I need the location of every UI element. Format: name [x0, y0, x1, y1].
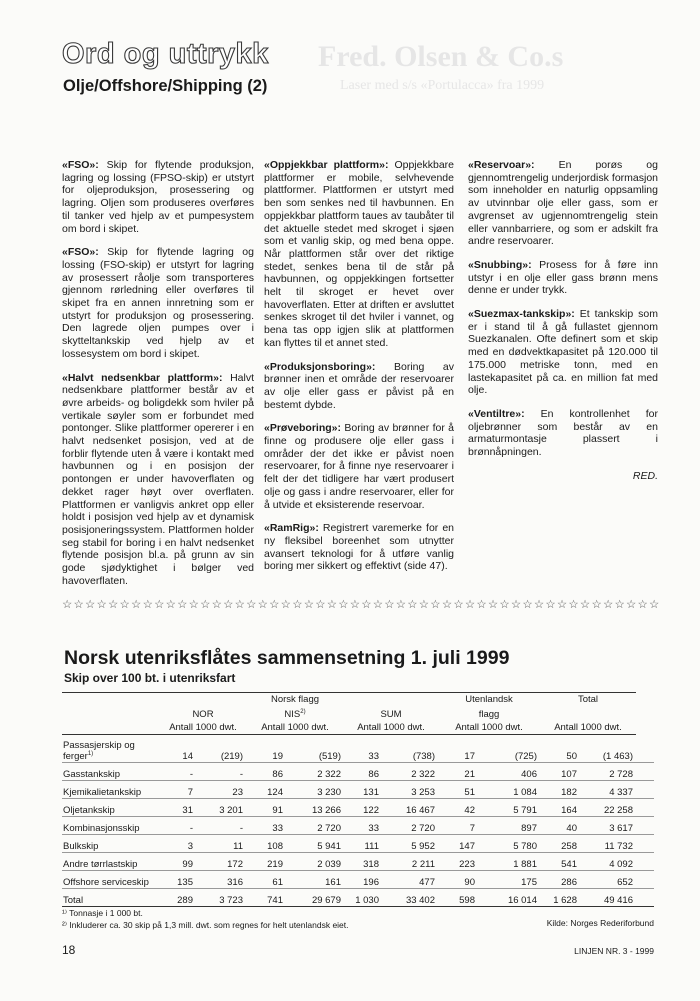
table-cell: 42	[438, 799, 478, 817]
glossary-entry	[62, 159, 254, 235]
header-sum: SUM	[380, 709, 402, 721]
table-cell: 2 720	[382, 817, 438, 835]
glossary-entry	[264, 422, 454, 511]
footnote-1: ¹⁾ Tonnasje i 1 000 bt.	[62, 908, 143, 918]
glossary-term: «Oppjekkbar plattform»:	[264, 159, 389, 171]
table-cell: 598	[438, 889, 478, 907]
table-cell: 107	[540, 763, 580, 781]
table-cell: 541	[540, 853, 580, 871]
table-cell: 19	[246, 735, 286, 763]
page-subtitle: Olje/Offshore/Shipping (2)	[63, 77, 268, 95]
table-cell: 16 467	[382, 799, 438, 817]
table-cell: 286	[540, 871, 580, 889]
table-cell: 3 617	[580, 817, 636, 835]
table-cell: 91	[246, 799, 286, 817]
table-cell: (219)	[196, 735, 246, 763]
table-cell: 652	[580, 871, 636, 889]
table-cell: 61	[246, 871, 286, 889]
table-cell: 13 266	[286, 799, 344, 817]
table-cell: 33	[344, 735, 382, 763]
table-cell: 289	[160, 889, 196, 907]
table-cell: 23	[196, 781, 246, 799]
footnote-2: ²⁾ Inkluderer ca. 30 skip på 1,3 mill. dwt. som regnes for helt utenlandsk eiet.	[62, 920, 349, 930]
table-cell: 182	[540, 781, 580, 799]
table-cell: 1 084	[478, 781, 540, 799]
table-cell: 1 628	[540, 889, 580, 907]
fleet-table	[62, 692, 654, 907]
table-cell: 223	[438, 853, 478, 871]
table-cell: 5 941	[286, 835, 344, 853]
table-cell: 3 253	[382, 781, 438, 799]
unit-label: Antall 1000 dwt.	[438, 721, 540, 735]
table-cell: 5 952	[382, 835, 438, 853]
table-cell: 3	[160, 835, 196, 853]
table-cell: 135	[160, 871, 196, 889]
glossary-entry	[468, 308, 658, 397]
table-cell: 33	[246, 817, 286, 835]
table-cell: (725)	[478, 735, 540, 763]
table-cell: 49 416	[580, 889, 636, 907]
table-cell: 258	[540, 835, 580, 853]
signature: RED.	[632, 469, 658, 482]
table-cell: 11	[196, 835, 246, 853]
table-cell: 164	[540, 799, 580, 817]
glossary-entry	[264, 361, 454, 412]
header-foreign-flag-2: flagg	[478, 709, 500, 721]
table-cell: (519)	[286, 735, 344, 763]
table-total-row	[62, 889, 654, 907]
table-cell: 40	[540, 817, 580, 835]
text-column-middle	[264, 159, 454, 584]
table-cell: 3 201	[196, 799, 246, 817]
table-cell: 161	[286, 871, 344, 889]
table-cell: 897	[478, 817, 540, 835]
text-column-left	[62, 159, 254, 599]
glossary-definition: Boring av brønner for å finne og produsere olje eller gass i områder der det ikke er påvist noen reservoarer, for å finne nye reservoarer i felt der det tidligere har vært produsert olje og gass i andre reservoarer, eller for å utvide et eksisterende reservoar.	[264, 422, 454, 511]
glossary-term: «FSO»:	[62, 159, 99, 171]
row-label: Offshore serviceskip	[62, 871, 160, 889]
table-cell: (1 463)	[580, 735, 636, 763]
glossary-term: «Ventiltre»:	[468, 407, 525, 420]
page-number: 18	[62, 943, 76, 957]
table-row	[62, 799, 654, 817]
table-source: Kilde: Norges Rederiforbund	[546, 918, 654, 928]
table-cell: 4 337	[580, 781, 636, 799]
table-row	[62, 835, 654, 853]
table-cell: 11 732	[580, 835, 636, 853]
table-row	[62, 781, 654, 799]
table-row	[62, 763, 654, 781]
table-cell: -	[160, 817, 196, 835]
star-divider: ☆☆☆☆☆☆☆☆☆☆☆☆☆☆☆☆☆☆☆☆☆☆☆☆☆☆☆☆☆☆☆☆☆☆☆☆☆☆☆☆☆☆☆☆☆☆☆☆☆☆☆☆	[62, 599, 661, 611]
table-cell: 33 402	[382, 889, 438, 907]
table-cell: 108	[246, 835, 286, 853]
glossary-entry	[468, 159, 658, 248]
table-cell: 7	[438, 817, 478, 835]
text-column-right	[468, 159, 658, 493]
table-cell: 406	[478, 763, 540, 781]
glossary-definition: En kontrollenhet for oljebrønner som består av en armaturmontasje plassert i brønnåpningen.	[468, 407, 658, 459]
glossary-term: «Snubbing»:	[468, 258, 532, 271]
table-cell: 175	[478, 871, 540, 889]
table-cell: -	[160, 763, 196, 781]
table-cell: 21	[438, 763, 478, 781]
background-ghost-text: Fred. Olsen & Co.s	[318, 40, 564, 73]
glossary-entry	[468, 259, 658, 297]
unit-label: Antall 1000 dwt.	[160, 721, 246, 735]
table-cell: 86	[246, 763, 286, 781]
glossary-term: «RamRig»:	[264, 522, 319, 535]
table-cell: 14	[160, 735, 196, 763]
row-label: Oljetankskip	[62, 799, 160, 817]
header-nis: NIS$^{2)}$	[284, 709, 306, 721]
glossary-definition: Et tankskip som er i stand til å gå fullastet gjennom Suezkanalen. Ofte definert som et skip med en dødvektkapasitet på 120.000 til 175.000 metriske tonn, med en lastekapasitet på ca. en million fat med olje.	[468, 308, 658, 397]
table-cell: 2 322	[286, 763, 344, 781]
table-cell: 2 039	[286, 853, 344, 871]
table-cell: 172	[196, 853, 246, 871]
table-cell: 316	[196, 871, 246, 889]
row-label: Kombinasjonsskip	[62, 817, 160, 835]
background-ghost-text-2: Laser med s/s «Portulacca» fra 1999	[340, 78, 545, 93]
header-total: Total	[540, 693, 636, 707]
glossary-definition: Skip for flytende produksjon, lagring og lossing (FPSO-skip) er utstyrt for oljeproduksjon, prosessering og lagring. Oljen som produseres overføres til tanker ved hjelp av et pumpesystem om bord i skipet.	[62, 159, 254, 235]
table-cell: 86	[344, 763, 382, 781]
table-cell: 16 014	[478, 889, 540, 907]
glossary-definition: En porøs og gjennomtrengelig underjordisk formasjon som inneholder en naturlig oppsamling av utvinnbar olje eller gass, som er avgrenset av ugjennomtrengelig stein eller vannbarriere, og som er adskilt fra andre reservoarer.	[468, 159, 658, 248]
glossary-definition: Halvt nedsenkbare plattformer består av et øvre arbeids- og boligdekk som hviler på vertikale søyler som er forbundet med pontonger. Slike plattformer opererer i en halvt nedsenket posisjon, ved at de forblir flytende uten å være i kontakt med havbunnen og i en posisjon der pontongen er under havoverflaten og dekket rager høyt over overflaten. Plattformen er vanligvis ankret opp eller holdt i posisjon ved hjelp av et dynamisk posisjoneringssystem. Plattformen holder seg stabil for boring i en halvt nedsenket flytende posisjon bl.a. på grunn av sin gode sjødyktighet i bølger ved havoverflaten.	[62, 371, 255, 587]
glossary-entry	[264, 159, 454, 350]
table-cell: 22 258	[580, 799, 636, 817]
glossary-definition: Skip for flytende lagring og lossing (FSO-skip) er utstyrt for lagring av prosessert råolje som transporteres gjennom rørledning eller overføres til skipet fra en annen innretning som er utstyrt for produksjon og prosessering. Den lagrede oljen pumpes over i skytteltankskip ved hjelp av et lossesystem om bord i skipet.	[62, 246, 254, 360]
table-cell: 50	[540, 735, 580, 763]
table-cell: 5 791	[478, 799, 540, 817]
table-footnotes	[62, 907, 349, 931]
glossary-term: «FSO»:	[62, 246, 99, 259]
glossary-definition: Boring av brønner inen et område der reservoarer av olje eller gass er påvist på en bestemt dybde.	[264, 360, 454, 411]
table-cell: 122	[344, 799, 382, 817]
glossary-entry	[62, 372, 254, 588]
table-cell: 124	[246, 781, 286, 799]
table-cell: -	[196, 763, 246, 781]
glossary-term: «Suezmax-tankskip»:	[468, 308, 575, 321]
table-cell: 7	[160, 781, 196, 799]
row-label: Andre tørrlastskip	[62, 853, 160, 871]
glossary-definition: Oppjekkbare plattformer er mobile, selvhevende plattformer. Plattformen er utstyrt med ben som senkes ned til havbunnen. En oppjekkbar plattform taues av taubåter til det aktuelle stedet med skroget i sjøen som et vanlig skip, og med bena oppe. Når plattformen står over det riktige stedet, senkes bena til de står på havbunnen, og oppjekkingen fortsetter helt til skroget er hevet over havoverflaten. Etter at driften er avsluttet senkes skroget til det hviler i vannet, og bena tas opp igjen slik at plattformen kan flyttes til et annet sted.	[264, 159, 454, 349]
table-cell: 1 030	[344, 889, 382, 907]
page-title: Ord og uttrykk	[62, 38, 269, 70]
header-nis-flag: Norsk flagg	[246, 693, 344, 707]
unit-label: Antall 1000 dwt.	[246, 721, 344, 735]
table-title: Norsk utenriksflåtes sammensetning 1. juli 1999	[64, 647, 510, 669]
table-cell: 5 780	[478, 835, 540, 853]
table-cell: 741	[246, 889, 286, 907]
glossary-definition: Prosess for å føre inn utstyr i en olje eller gass brønn mens denne er under trykk.	[468, 258, 658, 297]
table-cell: 219	[246, 853, 286, 871]
table-cell: 2 728	[580, 763, 636, 781]
table-cell: 31	[160, 799, 196, 817]
table-cell: -	[196, 817, 246, 835]
row-label: Bulkskip	[62, 835, 160, 853]
table-row	[62, 817, 654, 835]
table-cell: 29 679	[286, 889, 344, 907]
table-cell: 1 881	[478, 853, 540, 871]
table-cell: 17	[438, 735, 478, 763]
header-foreign-flag: Utenlandsk	[438, 693, 540, 707]
unit-label: Antall 1000 dwt.	[344, 721, 438, 735]
table-cell: 2 211	[382, 853, 438, 871]
table-cell: (738)	[382, 735, 438, 763]
table-cell: 477	[382, 871, 438, 889]
row-label: Gasstankskip	[62, 763, 160, 781]
table-cell: 90	[438, 871, 478, 889]
table-cell: 4 092	[580, 853, 636, 871]
table-cell: 2 720	[286, 817, 344, 835]
glossary-entry	[264, 522, 454, 573]
table-row	[62, 735, 654, 763]
table-cell: 3 723	[196, 889, 246, 907]
table-cell: 3 230	[286, 781, 344, 799]
table-row	[62, 871, 654, 889]
row-label: Passasjerskip og ferger$^{1)}$	[62, 735, 160, 763]
table-cell: 2 322	[382, 763, 438, 781]
magazine-issue: LINJEN NR. 3 - 1999	[574, 946, 654, 956]
row-label: Kjemikalietankskip	[62, 781, 160, 799]
glossary-term: «Prøveboring»:	[264, 422, 342, 435]
glossary-term: «Halvt nedsenkbar plattform»:	[62, 371, 223, 384]
table-row	[62, 853, 654, 871]
table-subtitle: Skip over 100 bt. i utenriksfart	[64, 671, 236, 685]
table-cell: 51	[438, 781, 478, 799]
glossary-term: «Produksjonsboring»:	[264, 360, 376, 373]
table-cell: 33	[344, 817, 382, 835]
table-cell: 318	[344, 853, 382, 871]
table-cell: 111	[344, 835, 382, 853]
unit-label: Antall 1000 dwt.	[540, 721, 636, 735]
glossary-definition: Registrert varemerke for en ny fleksibel boreenhet som utnytter avansert teknologi for å utføre vanlig boring mer sikkert og effektivt (side 47).	[264, 522, 454, 573]
glossary-entry	[468, 408, 658, 459]
table-cell: 196	[344, 871, 382, 889]
table-cell: 99	[160, 853, 196, 871]
row-label: Total	[62, 889, 160, 907]
table-cell: 131	[344, 781, 382, 799]
glossary-term: «Reservoar»:	[468, 159, 535, 171]
glossary-entry	[62, 246, 254, 360]
header-nor: NOR	[192, 709, 214, 721]
table-cell: 147	[438, 835, 478, 853]
